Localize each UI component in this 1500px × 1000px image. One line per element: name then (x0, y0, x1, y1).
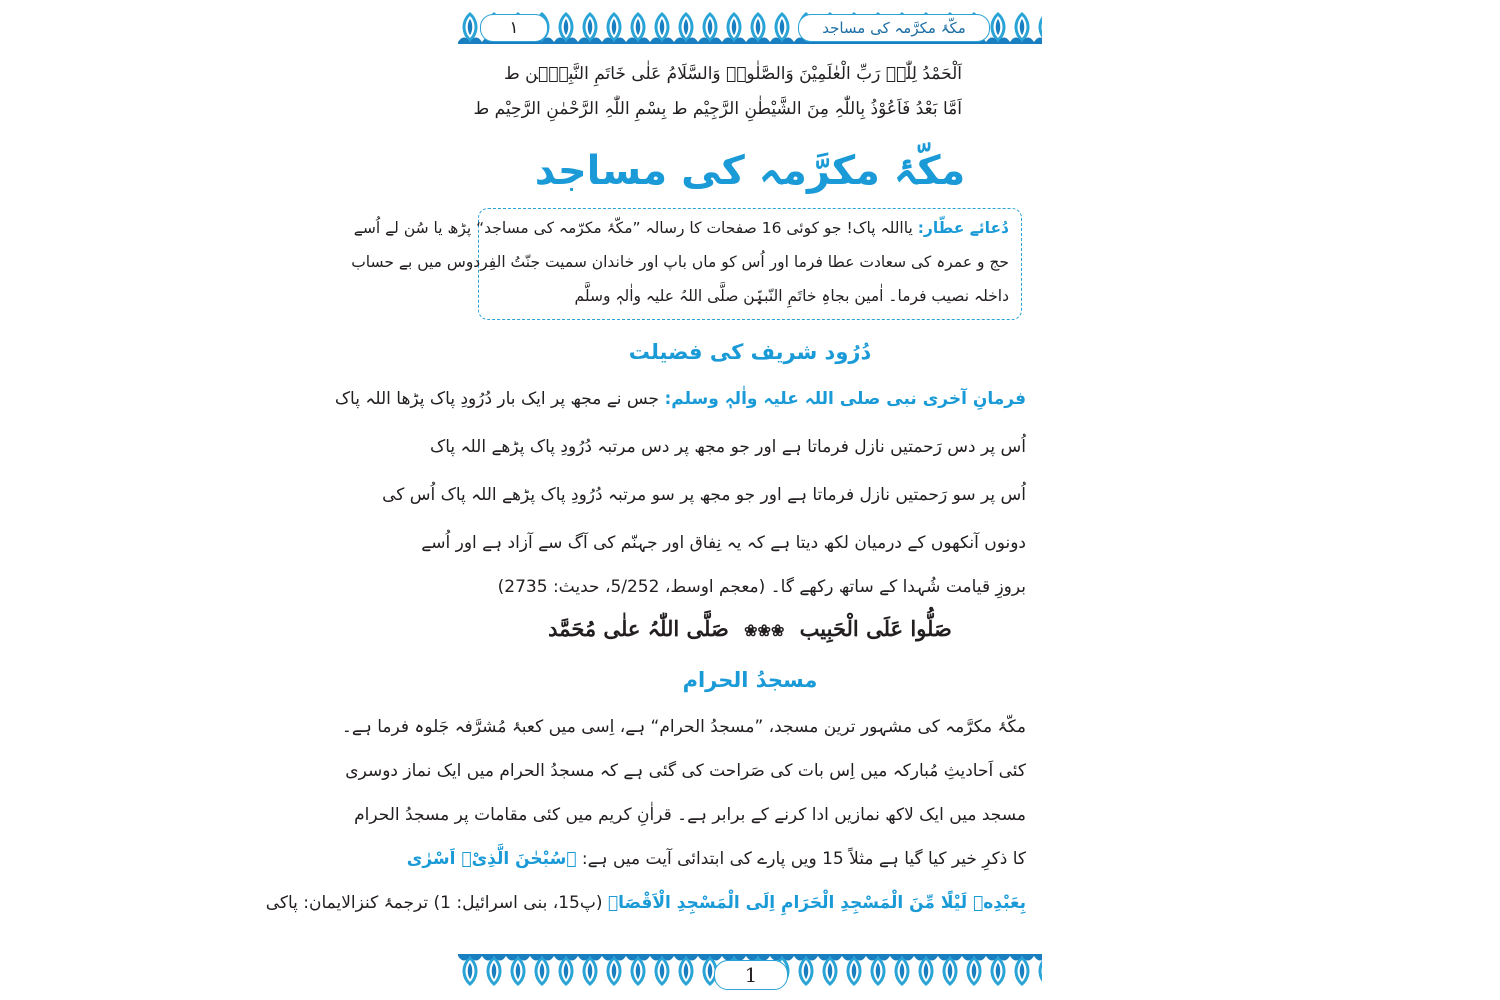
durood-line-1-text: جس نے مجھ پر ایک بار دُرُودِ پاک پڑھا اللہ پاک (334, 389, 665, 409)
dua-line-1-text: یااللہ پاک! جو کوئی 16 صفحات کا رسالہ ”مکّۂ مکرّمہ کی مساجد“ پڑھ یا سُن لے اُسے (353, 219, 918, 237)
quran-verse-end: بِعَبْدِهٖ لَیْلًا مِّنَ الْمَسْجِدِ الْحَرَامِ اِلَى الْمَسْجِدِ الْاَقْصَا﴾ (607, 893, 1026, 913)
haram-line-2: کئی اَحادیثِ مُبارکہ میں اِس بات کی صَراحت کی گئی ہے کہ مسجدُ الحرام میں ایک نماز دوسری (345, 761, 1026, 781)
book-page (265, 8, 1042, 992)
running-header-title: مکّۂ مکرَّمہ کی مساجد (798, 14, 990, 42)
haram-line-5-text: (پ15، بنی اسرائیل: 1) ترجمۂ کنزالایمان: پاکی (265, 893, 608, 913)
footer-page-number: 1 (714, 960, 788, 990)
flower-separator-icon: ❀❀❀ (744, 621, 785, 640)
durood-line-2: اُس پر دس رَحمتیں نازل فرماتا ہے اور جو مجھ پر دس مرتبہ دُرُودِ پاک پڑھے اللہ پاک (430, 437, 1026, 457)
salutation-line (498, 616, 1002, 641)
haram-line-4 (406, 848, 1026, 869)
dua-box (351, 208, 1022, 320)
opening-basmala-line: اَمَّا بَعْدُ فَاَعُوْذُ بِاللّٰہِ مِنَ الشَّیْطٰنِ الرَّجِیْم ط بِسْمِ اللّٰہِ الرَّحْمٰنِ الرَّحِیْم ط (473, 99, 962, 119)
durood-line-1 (334, 388, 1026, 409)
salutation-right: صَلُّوا عَلَی الْحَبِیب (799, 616, 952, 641)
hadith-lead: فرمانِ آخری نبی صلی اللہ علیہ واٰلہٖ وسلم: (664, 389, 1026, 409)
dua-line-1 (353, 219, 1009, 237)
dua-line-2: حج و عمرہ کی سعادت عطا فرما اور اُس کو ماں باپ اور خاندان سمیت جنّتُ الفِردوس میں بے حساب (351, 253, 1009, 271)
haram-line-3: مسجد میں ایک لاکھ نمازیں ادا کرنے کے برابر ہے۔ قراٰنِ کریم میں کئی مقامات پر مسجدُ الحرام (354, 805, 1026, 825)
durood-line-5: بروزِ قیامت شُہدا کے ساتھ رکھے گا۔ (معجم اوسط، 5/252، حدیث: 2735) (497, 577, 1026, 597)
dua-line-3: داخلہ نصیب فرما۔ اٰمین بجاہِ خاتَمِ النّبیّٖن صلَّی اللہُ علیہ واٰلہٖ وسلَّم (574, 287, 1009, 305)
durood-line-4: دونوں آنکھوں کے درمیان لکھ دیتا ہے کہ یہ نِفاق اور جہنّم کی آگ سے آزاد ہے اور اُسے (421, 533, 1026, 553)
durood-line-3: اُس پر سو رَحمتیں نازل فرماتا ہے اور جو مجھ پر سو مرتبہ دُرُودِ پاک پڑھے اللہ پاک اُس کی (382, 485, 1026, 505)
haram-line-1: مکّۂ مکرَّمہ کی مشہور ترین مسجد، ”مسجدُ الحرام“ ہے، اِسی میں کعبۂ مُشرَّفہ جَلوہ فرما ہے۔ (341, 717, 1026, 737)
haram-line-4-text: کا ذکرِ خیر کیا گیا ہے مثلاً 15 ویں پارے کی ابتدائی آیت میں ہے: (576, 849, 1026, 869)
quran-verse-start: ﴿سُبْحٰنَ الَّذِیْۤ اَسْرٰی (406, 849, 577, 869)
dua-label: دُعائے عطّار: (917, 219, 1009, 237)
header-page-number: ۱ (480, 14, 548, 42)
durood-heading: دُرُود شریف کی فضیلت (628, 340, 872, 364)
opening-hamd-line: اَلْحَمْدُ لِلّٰہِ رَبِّ الْعٰلَمِیْنَ وَالصَّلٰوۃُ وَالسَّلَامُ عَلٰی خَاتَمِ النَّبِیّٖن ط (503, 64, 962, 84)
haram-line-5 (265, 892, 1026, 913)
page-title: مکّۂ مکرَّمہ کی مساجد (534, 148, 966, 194)
masjid-haram-heading: مسجدُ الحرام (682, 668, 818, 692)
salutation-left: صَلَّی اللّٰہُ علٰی مُحَمَّد (548, 616, 729, 641)
